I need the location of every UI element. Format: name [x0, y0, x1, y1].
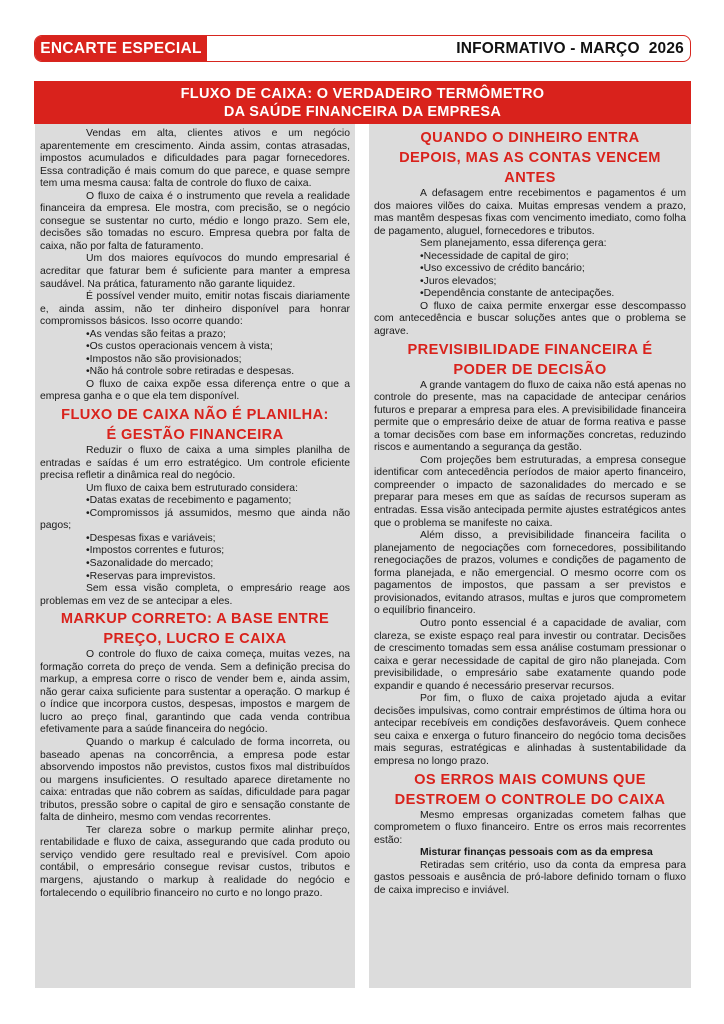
- section-heading-line: OS ERROS MAIS COMUNS QUE: [414, 771, 646, 788]
- paragraph: A grande vantagem do fluxo de caixa não está apenas no controle do presente, mas na capacidade de antecipar cenários futuros e preparar a empresa para eles. A previsibilidade financeira permite que o empresário deixe de atuar de forma reativa e passe a tomar decisões com base em informações concretas, reduzindo riscos e aumentando a segurança da gestão.: [374, 379, 686, 454]
- header-bar: [34, 35, 691, 62]
- bullet-item: •Uso excessivo de crédito bancário;: [420, 263, 585, 275]
- section-heading-line: QUANDO O DINHEIRO ENTRA: [420, 130, 640, 146]
- paragraph: Ter clareza sobre o markup permite alinhar preço, rentabilidade e fluxo de caixa, assegurando que cada produto ou serviço vendido gere resultado real e previsível. Com apoio contábil, o empresário consegue revisar custos, tributos e margens, ajustando o markup à realidade do negócio e fortalecendo o equilíbrio financeiro no curto e no longo prazo.: [40, 824, 350, 899]
- paragraph: Um fluxo de caixa bem estruturado considera:: [86, 482, 298, 494]
- section-heading-line: ANTES: [504, 170, 556, 186]
- article-title-line-1: FLUXO DE CAIXA: O VERDADEIRO TERMÔMETRO: [180, 86, 545, 102]
- paragraph: O fluxo de caixa permite enxergar esse descompasso com antecedência e buscar soluções antes que o problema se agrave.: [374, 300, 686, 338]
- right-column: [369, 124, 691, 988]
- paragraph: O fluxo de caixa expõe essa diferença entre o que a empresa ganha e o que ela tem disponível.: [40, 378, 350, 403]
- section-heading-line: PODER DE DECISÃO: [453, 361, 607, 378]
- section-heading: [374, 128, 686, 188]
- article-title: [34, 81, 691, 124]
- bullet-item: •As vendas são feitas a prazo;: [86, 328, 226, 340]
- paragraph: Sem planejamento, essa diferença gera:: [420, 238, 607, 250]
- paragraph: Mesmo empresas organizadas cometem falhas que comprometem o fluxo financeiro. Entre os erros mais recorrentes estão:: [374, 809, 686, 846]
- left-column: [35, 124, 355, 988]
- section-heading: [40, 405, 350, 445]
- section-heading: [374, 340, 686, 380]
- section-label: ENCARTE ESPECIAL: [35, 36, 207, 61]
- bullet-item: •Sazonalidade do mercado;: [86, 557, 214, 569]
- bullet-item: •Datas exatas de recebimento e pagamento;: [86, 495, 292, 507]
- paragraph: Retiradas sem critério, uso da conta da empresa para gastos pessoais e ausência de pró-labore definido tornam o fluxo de caixa impreciso e inviável.: [374, 859, 686, 896]
- section-heading-line: FLUXO DE CAIXA NÃO É PLANILHA:: [61, 407, 329, 424]
- subheading: Misturar finanças pessoais com as da empresa: [420, 847, 653, 859]
- paragraph: Com projeções bem estruturadas, a empresa consegue identificar com antecedência períodos de maior aperto financeiro, compreender o impacto de sazonalidades do mercado e se preparar para meses em que as saídas de recursos superam as entradas. Essa visão antecipada permite ajustes estratégicos antes que o problema se manifeste no caixa.: [374, 454, 686, 529]
- paragraph: É possível vender muito, emitir notas fiscais diariamente e, ainda assim, não ter dinheiro disponível para honrar compromissos básicos. Isso ocorre quando:: [40, 291, 350, 328]
- paragraph: Por fim, o fluxo de caixa projetado ajuda a evitar decisões impulsivas, como contrair empréstimos de última hora ou antecipar recebíveis em condições desfavoráveis. Quem conhece seu caixa e enxerga o futuro financeiro do negócio toma decisões mais seguras, estratégicas e alinhadas à sustentabilidade da empresa no longo prazo.: [374, 693, 686, 767]
- paragraph: A defasagem entre recebimentos e pagamentos é um dos maiores vilões do caixa. Muitas empresas vendem a prazo, mas mantêm despesas fixas com vencimento imediato, como folha de pagamento, aluguel, fornecedores e tributos.: [374, 188, 686, 237]
- section-heading-line: DEPOIS, MAS AS CONTAS VENCEM: [399, 150, 661, 166]
- paragraph: O controle do fluxo de caixa começa, muitas vezes, na formação correta do preço de venda. Sem a definição precisa do markup, a empresa corre o risco de vender bem e, ainda assim, não gerar caixa suficiente para sustentar a operação. O markup é o índice que incorpora custos, despesas, impostos e margem de lucro ao preço final, garantindo que cada venda contribua efetivamente para a saúde financeira do negócio.: [40, 649, 350, 736]
- publication-date: INFORMATIVO - MARÇO 2026: [456, 40, 684, 57]
- bullet-item: •Necessidade de capital de giro;: [420, 250, 569, 262]
- bullet-item: •Não há controle sobre retiradas e despesas.: [86, 366, 295, 378]
- bullet-item: •Compromissos já assumidos, mesmo que ainda não pagos;: [40, 507, 350, 532]
- bullet-item: •Os custos operacionais vencem à vista;: [86, 341, 273, 353]
- section-heading-line: É GESTÃO FINANCEIRA: [106, 427, 284, 444]
- section-heading: [40, 609, 350, 649]
- bullet-item: •Dependência constante de antecipações.: [420, 288, 615, 300]
- paragraph: Outro ponto essencial é a capacidade de avaliar, com clareza, se existe espaço real para investir ou contratar. Decisões de crescimento tomadas sem essa análise costumam pressionar o caixa e gerar necessidade de capital de giro não planejada. Com previsibilidade, o empresário sabe exatamente quando pode expandir e quando é necessário preservar recursos.: [374, 617, 686, 692]
- bullet-item: •Impostos não são provisionados;: [86, 353, 242, 365]
- paragraph: Um dos maiores equívocos do mundo empresarial é acreditar que faturar bem é suficiente para manter a empresa saudável. Na prática, faturamento não garante liquidez.: [40, 253, 350, 290]
- paragraph: Sem essa visão completa, o empresário reage aos problemas em vez de se antecipar a eles.: [40, 583, 350, 607]
- article-title-line-2: DA SAÚDE FINANCEIRA DA EMPRESA: [223, 104, 502, 120]
- section-heading-line: PREÇO, LUCRO E CAIXA: [103, 631, 287, 648]
- bullet-item: •Juros elevados;: [420, 275, 497, 287]
- section-heading-line: PREVISIBILIDADE FINANCEIRA É: [407, 341, 653, 358]
- section-heading-line: MARKUP CORRETO: A BASE ENTRE: [60, 611, 330, 628]
- bullet-item: •Impostos correntes e futuros;: [86, 545, 225, 557]
- bullet-item: •Reservas para imprevistos.: [86, 570, 216, 582]
- paragraph: Além disso, a previsibilidade financeira facilita o planejamento de negociações com fornecedores, possibilitando renegociações de prazos, volumes e condições de pagamento de forma planejada, e não emergencial. O mesmo ocorre com os pagamentos de impostos, que passam a ser previstos e provisionados, evitando atrasos, multas e juros que comprometem o equilíbrio financeiro.: [374, 530, 686, 617]
- section-heading-line: DESTROEM O CONTROLE DO CAIXA: [394, 791, 666, 808]
- bullet-item: •Despesas fixas e variáveis;: [86, 532, 216, 544]
- paragraph: Quando o markup é calculado de forma incorreta, ou baseado apenas na concorrência, a empresa pode estar absorvendo impostos não previstos, custos fixos mal distribuídos ou margens insuficientes. O resultado aparece diretamente no caixa: entradas que não cobrem as saídas, dificuldade para pagar tributos, pressão sobre o capital de giro e sensação constante de falta de dinheiro, mesmo com vendas recorrentes.: [40, 736, 350, 824]
- section-heading: [374, 770, 686, 810]
- paragraph: Vendas em alta, clientes ativos e um negócio aparentemente em crescimento. Ainda assim, contas atrasadas, impostos acumulados e dificuldades para pagar fornecedores. Essa contradição é mais comum do que parece, e quase sempre tem uma mesma causa: falta de controle do fluxo de caixa.: [40, 128, 350, 190]
- paragraph: Reduzir o fluxo de caixa a uma simples planilha de entradas e saídas é um erro estratégico. Um controle eficiente precisa refletir a dinâmica real do negócio.: [40, 445, 350, 482]
- paragraph: O fluxo de caixa é o instrumento que revela a realidade financeira da empresa. Ele mostra, com precisão, se o negócio consegue se sustentar no curto, médio e longo prazo. Sem ele, decisões são tomadas no escuro. Empresa quebra por falta de caixa, não por falta de faturamento.: [40, 190, 350, 252]
